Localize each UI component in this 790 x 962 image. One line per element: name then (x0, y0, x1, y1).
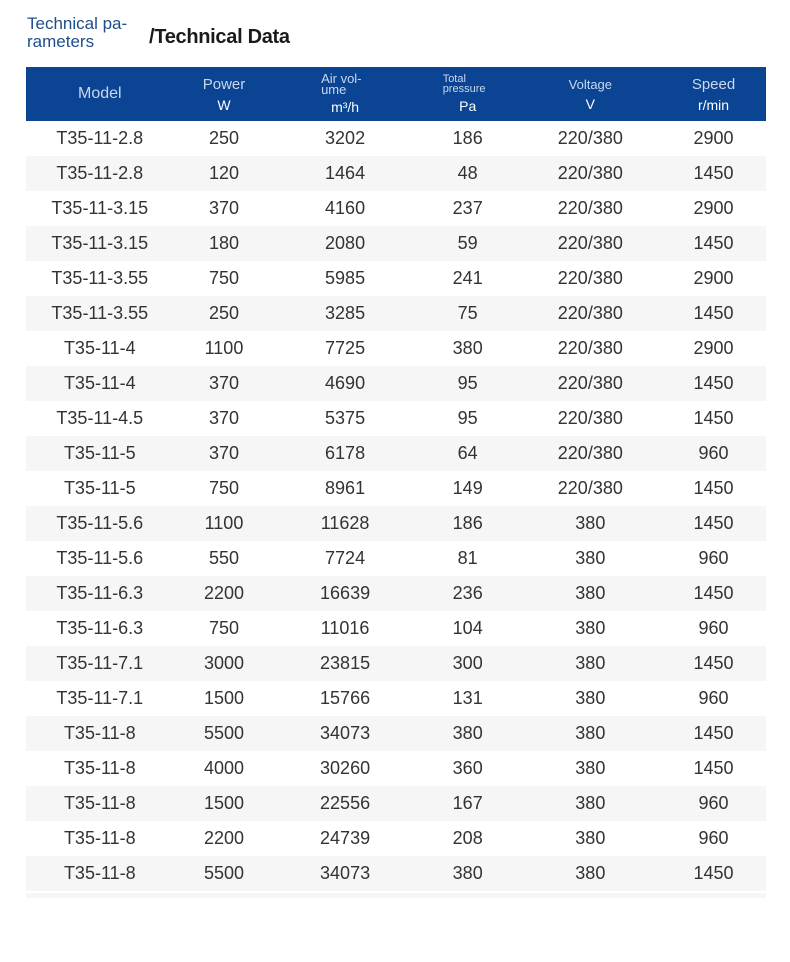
cell-power: 370 (208, 408, 239, 428)
cell-model: T35-11-5.6 (56, 548, 144, 568)
cell-voltage: 220/380 (557, 408, 623, 428)
cell-speed: 2900 (693, 198, 734, 218)
cell-model: T35-11-2.8 (56, 128, 144, 148)
cell-air-volume: 2080 (325, 233, 366, 253)
cell-speed: 1450 (693, 303, 734, 323)
cell-voltage: 380 (575, 548, 606, 568)
column-label: Total pressure (442, 73, 486, 95)
cell-power: 5500 (203, 723, 244, 743)
column-unit: m³/h (331, 99, 360, 115)
cell-speed: 1450 (693, 233, 734, 253)
cell-voltage: 220/380 (557, 373, 623, 393)
cell-voltage: 220/380 (557, 478, 623, 498)
cell-air-volume: 5375 (325, 408, 366, 428)
cell-power: 250 (208, 128, 239, 148)
column-header-voltage (520, 67, 661, 121)
table-row (26, 296, 766, 331)
table-row (26, 226, 766, 261)
table-row (26, 541, 766, 576)
table-row (26, 821, 766, 856)
cell-model: T35-11-3.55 (51, 268, 149, 288)
cell-voltage: 220/380 (557, 233, 623, 253)
table-row (26, 611, 766, 646)
cell-speed: 1450 (693, 758, 734, 778)
cell-pressure: 95 (457, 373, 478, 393)
cell-model: T35-11-5 (63, 478, 136, 498)
cell-model: T35-11-5.6 (56, 513, 144, 533)
table-header (26, 67, 766, 121)
cell-speed: 1450 (693, 513, 734, 533)
cell-air-volume: 24739 (320, 828, 371, 848)
cell-voltage: 220/380 (557, 128, 623, 148)
table-row (26, 436, 766, 471)
cell-power: 370 (208, 198, 239, 218)
cell-model: T35-11-5 (63, 443, 136, 463)
cell-power: 120 (208, 163, 239, 183)
cell-model: T35-11-8 (63, 758, 136, 778)
cell-air-volume: 4690 (325, 373, 366, 393)
cell-voltage: 380 (575, 758, 606, 778)
cell-speed: 1450 (693, 863, 734, 883)
column-header-speed (661, 67, 766, 121)
cell-speed: 1450 (693, 478, 734, 498)
table-row (26, 506, 766, 541)
cell-pressure: 186 (452, 513, 483, 533)
cell-power: 750 (208, 478, 239, 498)
table-row (26, 156, 766, 191)
cell-pressure: 380 (452, 723, 483, 743)
cell-speed: 1450 (693, 653, 734, 673)
cell-pressure: 104 (452, 618, 483, 638)
table-row (26, 191, 766, 226)
cell-speed: 960 (698, 828, 729, 848)
cell-voltage: 380 (575, 828, 606, 848)
cell-model: T35-11-2.8 (56, 163, 144, 183)
cell-model: T35-11-6.3 (56, 583, 144, 603)
cell-voltage: 220/380 (557, 443, 623, 463)
table-row (26, 366, 766, 401)
technical-data-table (26, 67, 766, 891)
cell-model: T35-11-7.1 (56, 653, 144, 673)
cell-air-volume: 15766 (320, 688, 371, 708)
cell-power: 250 (208, 303, 239, 323)
table-row (26, 786, 766, 821)
cell-speed: 1450 (693, 408, 734, 428)
cell-air-volume: 6178 (325, 443, 366, 463)
cell-speed: 960 (698, 793, 729, 813)
cell-model: T35-11-4.5 (56, 408, 144, 428)
cell-pressure: 95 (457, 408, 478, 428)
cell-air-volume: 30260 (320, 758, 371, 778)
cell-model: T35-11-4 (63, 373, 136, 393)
cell-pressure: 75 (457, 303, 478, 323)
cell-model: T35-11-3.15 (51, 233, 149, 253)
column-header-total-pressure (416, 67, 520, 121)
table-bottom-strip (26, 893, 766, 898)
cell-pressure: 59 (457, 233, 478, 253)
cell-pressure: 236 (452, 583, 483, 603)
cell-voltage: 380 (575, 618, 606, 638)
column-header-model (26, 67, 174, 121)
cell-pressure: 360 (452, 758, 483, 778)
cell-speed: 1450 (693, 373, 734, 393)
cell-pressure: 167 (452, 793, 483, 813)
cell-pressure: 241 (452, 268, 483, 288)
cell-air-volume: 3285 (325, 303, 366, 323)
cell-power: 370 (208, 373, 239, 393)
cell-voltage: 380 (575, 793, 606, 813)
cell-power: 750 (208, 268, 239, 288)
cell-power: 370 (208, 443, 239, 463)
table-body (26, 121, 766, 891)
cell-pressure: 237 (452, 198, 483, 218)
table-row (26, 576, 766, 611)
table-row (26, 751, 766, 786)
cell-model: T35-11-8 (63, 828, 136, 848)
cell-air-volume: 3202 (325, 128, 366, 148)
column-unit: W (217, 96, 231, 113)
cell-air-volume: 11016 (320, 618, 370, 638)
cell-power: 1100 (204, 513, 244, 533)
cell-pressure: 81 (457, 548, 478, 568)
cell-air-volume: 16639 (320, 583, 371, 603)
cell-voltage: 220/380 (557, 198, 623, 218)
cell-pressure: 300 (452, 653, 483, 673)
cell-power: 1100 (204, 338, 244, 358)
cell-speed: 1450 (693, 723, 734, 743)
column-label: Voltage (568, 76, 613, 92)
cell-model: T35-11-8 (63, 863, 136, 883)
cell-voltage: 380 (575, 688, 606, 708)
table-row (26, 121, 766, 156)
cell-model: T35-11-7.1 (56, 688, 144, 708)
cell-model: T35-11-8 (63, 793, 136, 813)
column-header-power (174, 67, 275, 121)
cell-speed: 960 (698, 688, 729, 708)
cell-voltage: 380 (575, 653, 606, 673)
cell-voltage: 220/380 (557, 163, 623, 183)
cell-voltage: 380 (575, 723, 606, 743)
column-unit: V (585, 95, 595, 112)
section-subtitle: /Technical Data (149, 26, 290, 48)
table-row (26, 681, 766, 716)
cell-power: 750 (208, 618, 239, 638)
cell-speed: 960 (698, 548, 729, 568)
column-unit: r/min (697, 96, 730, 113)
cell-speed: 1450 (693, 163, 734, 183)
cell-voltage: 220/380 (557, 268, 623, 288)
cell-pressure: 64 (457, 443, 478, 463)
cell-speed: 960 (698, 618, 729, 638)
column-label: Model (78, 85, 122, 102)
cell-voltage: 220/380 (557, 303, 623, 323)
table-row (26, 401, 766, 436)
cell-model: T35-11-3.15 (51, 198, 149, 218)
cell-air-volume: 8961 (325, 478, 366, 498)
column-label: Power (202, 75, 246, 93)
cell-pressure: 186 (452, 128, 483, 148)
cell-air-volume: 5985 (325, 268, 366, 288)
cell-air-volume: 11628 (320, 513, 370, 533)
table-row (26, 646, 766, 681)
cell-speed: 960 (698, 443, 729, 463)
cell-voltage: 380 (575, 583, 606, 603)
table-row (26, 716, 766, 751)
column-label: Air vol- ume (321, 71, 362, 97)
cell-model: T35-11-3.55 (51, 303, 149, 323)
cell-power: 4000 (203, 758, 244, 778)
table-row (26, 471, 766, 506)
cell-speed: 2900 (693, 128, 734, 148)
cell-pressure: 380 (452, 863, 483, 883)
cell-pressure: 131 (452, 688, 483, 708)
cell-air-volume: 1464 (325, 163, 366, 183)
cell-model: T35-11-8 (63, 723, 136, 743)
cell-power: 2200 (203, 583, 244, 603)
cell-voltage: 380 (575, 863, 606, 883)
cell-air-volume: 7724 (325, 548, 366, 568)
cell-pressure: 149 (452, 478, 483, 498)
cell-pressure: 208 (452, 828, 483, 848)
column-unit: Pa (459, 98, 477, 114)
cell-power: 3000 (203, 653, 244, 673)
cell-power: 1500 (203, 688, 244, 708)
cell-air-volume: 22556 (320, 793, 371, 813)
cell-speed: 1450 (693, 583, 734, 603)
cell-air-volume: 34073 (320, 723, 371, 743)
table-row (26, 261, 766, 296)
column-label: Speed (691, 75, 736, 93)
table-row (26, 331, 766, 366)
cell-air-volume: 34073 (320, 863, 371, 883)
table-row (26, 856, 766, 891)
cell-air-volume: 23815 (320, 653, 371, 673)
cell-air-volume: 7725 (325, 338, 366, 358)
cell-voltage: 220/380 (557, 338, 623, 358)
cell-power: 180 (208, 233, 239, 253)
cell-air-volume: 4160 (325, 198, 366, 218)
cell-pressure: 48 (457, 163, 478, 183)
section-title: Technical pa- rameters (27, 14, 128, 51)
cell-power: 1500 (203, 793, 244, 813)
cell-power: 550 (208, 548, 239, 568)
cell-power: 2200 (203, 828, 244, 848)
cell-voltage: 380 (575, 513, 606, 533)
cell-pressure: 380 (452, 338, 483, 358)
cell-speed: 2900 (693, 268, 734, 288)
column-header-air-volume (274, 67, 415, 121)
cell-model: T35-11-6.3 (56, 618, 144, 638)
cell-power: 5500 (203, 863, 244, 883)
cell-model: T35-11-4 (63, 338, 136, 358)
cell-speed: 2900 (693, 338, 734, 358)
